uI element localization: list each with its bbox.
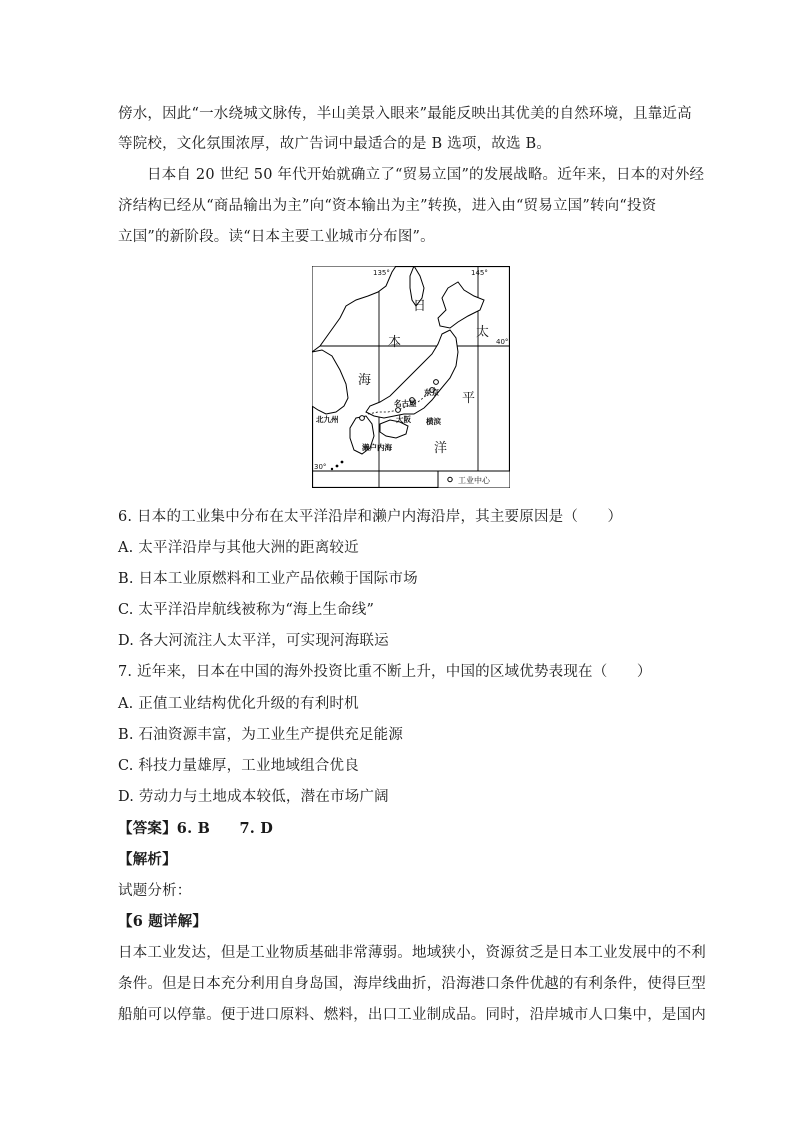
question-7-option-a: A. 正值工业结构优化升级的有利时机 — [118, 696, 359, 712]
question-7-option-c: C. 科技力量雄厚，工业地域组合优良 — [118, 758, 359, 774]
ocean-label-ping: 平 — [462, 391, 476, 406]
question-6-option-b: B. 日本工业原燃料和工业产品依赖于国际市场 — [118, 571, 418, 587]
sea-label-ben: 本 — [388, 335, 402, 350]
legend-marker — [448, 477, 452, 481]
city-label-tokyo: 东京 — [424, 388, 439, 397]
paragraph-line: 日本自 20 世纪 50 年代开始就确立了“贸易立国”的发展战略。近年来，日本的对外经 — [147, 167, 705, 183]
question-7-option-b: B. 石油资源丰富，为工业生产提供充足能源 — [118, 727, 404, 743]
answer-line: 【答案】6. B 7. D — [118, 820, 273, 837]
detail-line: 船舶可以停靠。便于进口原料、燃料，出口工业制成品。同时，沿岸城市人口集中，是国内 — [118, 1007, 706, 1023]
paragraph-line: 济结构已经从“商品输出为主”向“资本输出为主”转换，进入由“贸易立国”转向“投资 — [118, 198, 657, 214]
question-6-option-c: C. 太平洋沿岸航线被称为“海上生命线” — [118, 602, 375, 618]
analysis-intro: 试题分析： — [118, 883, 192, 899]
q6-detail-heading: 【6 题详解】 — [118, 913, 208, 930]
ocean-label-tai: 太 — [476, 325, 490, 340]
paragraph-line: 立国”的新阶段。读“日本主要工业城市分布图”。 — [118, 229, 435, 245]
legend-label: 工业中心 — [458, 476, 490, 485]
region-label-setonaikai: 濑户内海 — [362, 443, 392, 452]
lat-30-label: 30° — [314, 463, 327, 471]
tokyo-marker — [434, 380, 439, 385]
kitakyushu-marker — [360, 416, 365, 421]
question-6-option-a: A. 太平洋沿岸与其他大洲的距离较近 — [118, 540, 359, 556]
sea-label-ri: 日 — [413, 299, 427, 314]
detail-line: 条件。但是日本充分利用自身岛国，海岸线曲折，沿海港口条件优越的有利条件，使得巨型 — [118, 976, 706, 992]
city-label-nagoya: 名古屋 — [394, 399, 417, 408]
city-label-osaka: 大阪 — [396, 415, 411, 424]
question-7-option-d: D. 劳动力与土地成本较低，潜在市场广阔 — [118, 789, 389, 805]
detail-line: 日本工业发达，但是工业物质基础非常薄弱。地域狭小，资源贫乏是日本工业发展中的不利 — [118, 945, 706, 961]
lat-40-label: 40° — [496, 338, 509, 346]
japan-industrial-cities-map — [312, 266, 510, 488]
lon-135-label: 135° — [373, 269, 390, 277]
question-6-option-d: D. 各大河流注人太平洋，可实现河海联运 — [118, 633, 389, 649]
paragraph-line: 傍水，因此“一水绕城文脉传，半山美景入眼来”最能反映出其优美的自然环境，且靠近高 — [118, 106, 692, 122]
paragraph-line: 等院校，文化氛围浓厚，故广告词中最适合的是 B 选项，故选 B。 — [118, 136, 552, 152]
osaka-marker — [396, 408, 401, 413]
city-label-kitakyushu: 北九州 — [316, 415, 339, 424]
question-6-stem: 6. 日本的工业集中分布在太平洋沿岸和濑户内海沿岸，其主要原因是（ ） — [118, 509, 623, 525]
lon-145-label: 145° — [471, 269, 488, 277]
ocean-label-yang: 洋 — [434, 441, 448, 456]
analysis-heading: 【解析】 — [118, 851, 177, 868]
question-7-stem: 7. 近年来，日本在中国的海外投资比重不断上升，中国的区域优势表现在（ ） — [118, 664, 652, 680]
city-label-yokohama: 横滨 — [426, 417, 441, 426]
sea-label-hai: 海 — [358, 373, 372, 388]
